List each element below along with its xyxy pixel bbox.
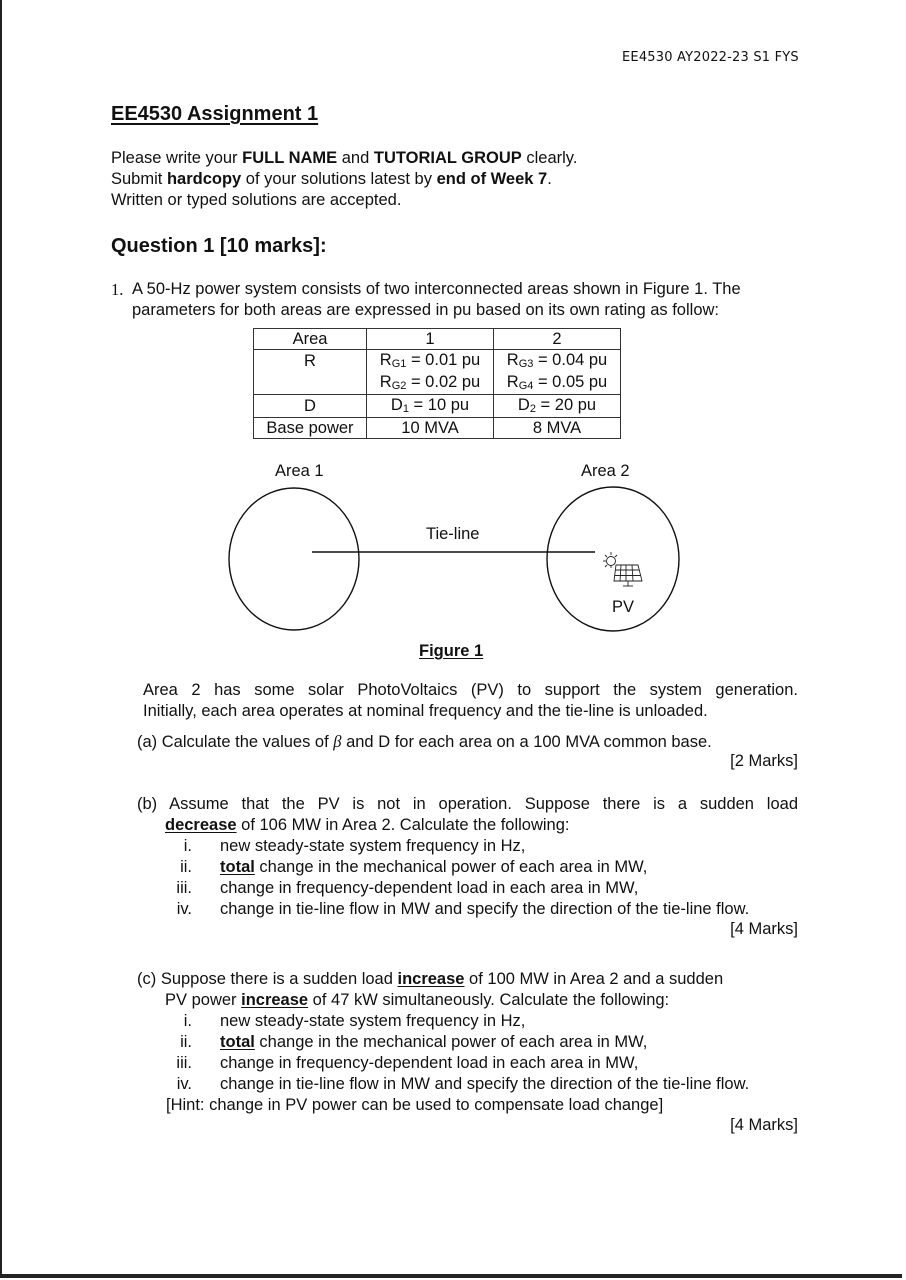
text: Please write your (111, 149, 243, 167)
underlined-total: total (220, 1033, 255, 1051)
text: change in the mechanical power of each area in MW, (254, 858, 648, 876)
area-2-label: Area 2 (581, 462, 630, 480)
text: = 10 pu (408, 396, 470, 414)
course-code-header: EE4530 AY2022-23 S1 FYS (622, 50, 799, 65)
list-item-number: ii. (180, 1033, 192, 1051)
table-cell: 10 MVA (367, 418, 494, 439)
instructions (111, 148, 577, 211)
text: and (337, 149, 374, 167)
instruction-line-2 (111, 169, 577, 190)
text: = 0.04 pu (533, 351, 608, 369)
list-item (220, 857, 647, 878)
pv-label: PV (612, 598, 635, 616)
list-item: change in tie-line flow in MW and specify the direction of the tie-line flow. (220, 1075, 750, 1093)
table-cell (494, 350, 621, 373)
list-item-number: i. (183, 1012, 192, 1030)
table-row-d (254, 395, 621, 418)
table-cell (367, 350, 494, 373)
part-c-hint: [Hint: change in PV power can be used to compensate load change] (166, 1096, 664, 1114)
beta-symbol: β (333, 732, 342, 751)
text: PV power (165, 991, 242, 1009)
underlined-total: total (220, 858, 255, 876)
text: D (390, 396, 403, 414)
list-item: change in frequency-dependent load in each area in MW, (220, 879, 639, 897)
table-row-r1 (254, 350, 621, 373)
paragraph-line-1: Area 2 has some solar PhotoVoltaics (PV) to support the system generation. (143, 681, 798, 699)
table-cell (367, 395, 494, 418)
list-item-number: iv. (176, 900, 192, 918)
question-heading: Question 1 [10 marks]: (111, 235, 327, 257)
list-item-number: iv. (176, 1075, 192, 1093)
list-item: change in frequency-dependent load in each area in MW, (220, 1054, 639, 1072)
bold-tutorial-group: TUTORIAL GROUP (373, 149, 522, 167)
table-cell (367, 372, 494, 395)
table-cell: 8 MVA (494, 418, 621, 439)
part-c-line-1 (137, 969, 723, 990)
instruction-line-3: Written or typed solutions are accepted. (111, 191, 402, 209)
instruction-line-1 (111, 148, 577, 169)
table-cell (494, 395, 621, 418)
part-b-line-1: (b) Assume that the PV is not in operation. Suppose there is a sudden load (137, 795, 798, 813)
parameter-table (253, 328, 621, 439)
text: D (517, 396, 530, 414)
text: = 20 pu (535, 396, 597, 414)
bold-deadline: end of Week 7 (436, 170, 548, 188)
underlined-increase: increase (397, 970, 465, 988)
text: R (506, 373, 519, 391)
text: of 106 MW in Area 2. Calculate the following: (236, 816, 570, 834)
part-b-marks: [4 Marks] (730, 920, 798, 938)
subscript: G3 (518, 358, 534, 370)
bold-hardcopy: hardcopy (166, 170, 242, 188)
text: change in the mechanical power of each area in MW, (254, 1033, 648, 1051)
bold-full-name: FULL NAME (242, 149, 338, 167)
table-cell: D (254, 395, 367, 418)
subscript: 1 (402, 403, 409, 415)
paragraph-line-2: Initially, each area operates at nominal frequency and the tie-line is unloaded. (143, 702, 708, 720)
list-item (220, 1032, 647, 1053)
list-item: new steady-state system frequency in Hz, (220, 1012, 526, 1030)
text: clearly. (521, 149, 578, 167)
part-a-text (137, 731, 712, 753)
text: = 0.05 pu (533, 373, 608, 391)
text: of 100 MW in Area 2 and a sudden (464, 970, 724, 988)
table-cell: Base power (254, 418, 367, 439)
list-item-number: i. (183, 837, 192, 855)
subscript: G1 (391, 358, 407, 370)
table-cell (254, 372, 367, 395)
table-cell: 2 (494, 329, 621, 350)
text: R (379, 373, 392, 391)
part-b-line-2 (165, 815, 570, 836)
list-item: new steady-state system frequency in Hz, (220, 837, 526, 855)
area-1-label: Area 1 (275, 462, 324, 480)
question-line-2: parameters for both areas are expressed in pu based on its own rating as follow: (132, 301, 719, 319)
tie-line-label: Tie-line (426, 525, 480, 543)
text: = 0.01 pu (406, 351, 481, 369)
text: of your solutions latest by (241, 170, 437, 188)
table-cell: Area (254, 329, 367, 350)
underlined-increase: increase (241, 991, 309, 1009)
list-item-number: iii. (176, 879, 192, 897)
figure-1-diagram (220, 455, 690, 640)
text: . (547, 170, 552, 188)
text: and D for each area on a 100 MVA common base. (341, 733, 712, 751)
table-cell: 1 (367, 329, 494, 350)
text: of 47 kW simultaneously. Calculate the following: (308, 991, 670, 1009)
text: (a) Calculate the values of (137, 733, 334, 751)
list-item-number: ii. (180, 858, 192, 876)
part-c-marks: [4 Marks] (730, 1116, 798, 1134)
table-cell: R (254, 350, 367, 373)
table-header-row (254, 329, 621, 350)
question-number: 1. (111, 280, 124, 299)
text: = 0.02 pu (406, 373, 481, 391)
subscript: G4 (518, 380, 534, 392)
area-1-circle (229, 488, 359, 630)
underlined-decrease: decrease (165, 816, 237, 834)
subscript: G2 (391, 380, 407, 392)
assignment-title: EE4530 Assignment 1 (111, 103, 319, 125)
table-row-r2 (254, 372, 621, 395)
question-line-1: A 50-Hz power system consists of two interconnected areas shown in Figure 1. The (132, 280, 741, 298)
text: (c) Suppose there is a sudden load (137, 970, 398, 988)
part-a-marks: [2 Marks] (730, 752, 798, 770)
list-item-number: iii. (176, 1054, 192, 1072)
solar-panel-icon (603, 552, 642, 586)
text: R (379, 351, 392, 369)
figure-caption: Figure 1 (419, 642, 484, 660)
subscript: 2 (529, 403, 536, 415)
table-row-base (254, 418, 621, 439)
text: R (506, 351, 519, 369)
list-item: change in tie-line flow in MW and specify the direction of the tie-line flow. (220, 900, 750, 918)
table-cell (494, 372, 621, 395)
part-c-line-2 (165, 990, 669, 1011)
text: Submit (111, 170, 167, 188)
